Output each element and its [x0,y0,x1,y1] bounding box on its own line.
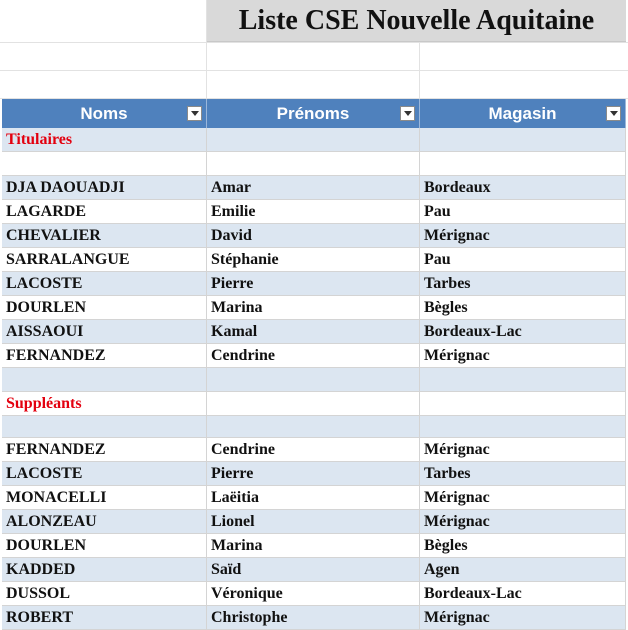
cell-nom[interactable]: AISSAOUI [2,320,207,344]
cell-nom[interactable]: LACOSTE [2,272,207,296]
cell-magasin[interactable]: Agen [420,558,626,582]
cell-magasin[interactable]: Mérignac [420,438,626,462]
filter-dropdown-icon[interactable] [606,106,621,121]
table-cell[interactable] [2,416,207,438]
cell-prenom[interactable]: Véronique [207,582,420,606]
table-row [2,486,626,510]
table-row [2,272,626,296]
cell-prenom[interactable]: David [207,224,420,248]
gridline [0,70,628,71]
cell-prenom[interactable]: Lionel [207,510,420,534]
table-cell[interactable] [2,152,207,176]
section-label-titulaires[interactable]: Titulaires [2,128,207,152]
cell-magasin[interactable]: Mérignac [420,510,626,534]
cell-nom[interactable]: CHEVALIER [2,224,207,248]
table-row [2,128,626,152]
header-label: Prénoms [276,103,350,123]
cell-nom[interactable]: FERNANDEZ [2,344,207,368]
section-label-suppleants[interactable]: Suppléants [2,392,207,416]
table-cell[interactable] [207,152,420,176]
header-label: Magasin [488,103,557,123]
cell-prenom[interactable]: Marina [207,534,420,558]
cell-prenom[interactable]: Laëitia [207,486,420,510]
sheet-title[interactable]: Liste CSE Nouvelle Aquitaine [207,0,626,42]
cell-nom[interactable]: DUSSOL [2,582,207,606]
table-row [2,344,626,368]
table-cell[interactable] [420,152,626,176]
cell-prenom[interactable]: Stéphanie [207,248,420,272]
cell-prenom[interactable]: Cendrine [207,438,420,462]
table-row [2,296,626,320]
table-cell[interactable] [420,368,626,392]
table-row [2,320,626,344]
cell-nom[interactable]: SARRALANGUE [2,248,207,272]
cell-nom[interactable]: LACOSTE [2,462,207,486]
cell-nom[interactable]: DOURLEN [2,534,207,558]
table-row [2,438,626,462]
table-row [2,582,626,606]
cell-nom[interactable]: KADDED [2,558,207,582]
table-cell[interactable] [207,392,420,416]
cell-prenom[interactable]: Amar [207,176,420,200]
table-row [2,368,626,392]
cell-prenom[interactable]: Emilie [207,200,420,224]
table-row [2,606,626,630]
cell-nom[interactable]: DJA DAOUADJI [2,176,207,200]
cell-prenom[interactable]: Kamal [207,320,420,344]
cell-nom[interactable]: ALONZEAU [2,510,207,534]
cell-prenom[interactable]: Cendrine [207,344,420,368]
table-row [2,152,626,176]
filter-dropdown-icon[interactable] [400,106,415,121]
cell-magasin[interactable]: Bègles [420,296,626,320]
cell-nom[interactable]: DOURLEN [2,296,207,320]
cell-nom[interactable]: MONACELLI [2,486,207,510]
cell-prenom[interactable]: Christophe [207,606,420,630]
cell-nom[interactable]: LAGARDE [2,200,207,224]
table-row [2,510,626,534]
cell-magasin[interactable]: Bordeaux-Lac [420,320,626,344]
cell-magasin[interactable]: Mérignac [420,606,626,630]
header-prenoms[interactable] [207,99,420,128]
cell-magasin[interactable]: Bordeaux-Lac [420,582,626,606]
cell-nom[interactable]: FERNANDEZ [2,438,207,462]
header-noms[interactable] [2,99,207,128]
cell-magasin[interactable]: Pau [420,200,626,224]
header-label: Noms [80,103,128,123]
table-cell[interactable] [207,368,420,392]
cell-prenom[interactable]: Pierre [207,462,420,486]
cell-prenom[interactable]: Saïd [207,558,420,582]
table-cell[interactable] [420,392,626,416]
table-row [2,392,626,416]
cell-magasin[interactable]: Mérignac [420,344,626,368]
table-row [2,248,626,272]
cell-magasin[interactable]: Tarbes [420,272,626,296]
table-row [2,176,626,200]
cell-prenom[interactable]: Pierre [207,272,420,296]
table-row [2,200,626,224]
cell-magasin[interactable]: Bordeaux [420,176,626,200]
table-row [2,462,626,486]
table-row [2,224,626,248]
table-cell[interactable] [2,368,207,392]
header-magasin[interactable] [420,99,626,128]
cell-nom[interactable]: ROBERT [2,606,207,630]
cell-prenom[interactable]: Marina [207,296,420,320]
table-row [2,416,626,438]
cell-magasin[interactable]: Mérignac [420,224,626,248]
table-header-row [2,99,626,128]
cell-magasin[interactable]: Tarbes [420,462,626,486]
cell-magasin[interactable]: Pau [420,248,626,272]
table-cell[interactable] [207,128,420,152]
table-row [2,534,626,558]
table-cell[interactable] [420,416,626,438]
table-cell[interactable] [420,128,626,152]
cell-magasin[interactable]: Bègles [420,534,626,558]
table-cell[interactable] [207,416,420,438]
filter-dropdown-icon[interactable] [187,106,202,121]
cell-magasin[interactable]: Mérignac [420,486,626,510]
table-row [2,558,626,582]
gridline [0,42,628,43]
